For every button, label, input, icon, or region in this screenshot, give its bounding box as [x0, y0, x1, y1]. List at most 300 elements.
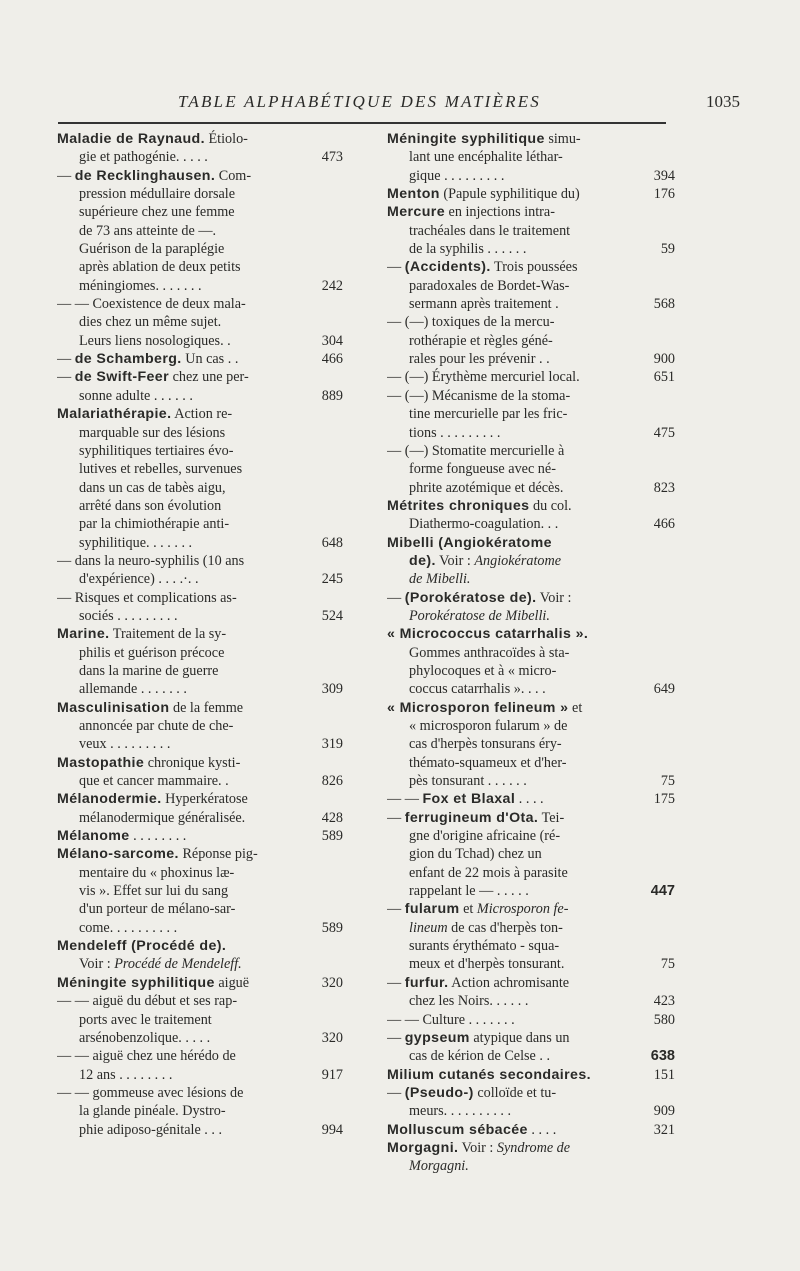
- entry-line: [57, 735, 295, 753]
- entry-line: [57, 313, 295, 331]
- entry-text: Étiolo-: [204, 131, 248, 147]
- entry-text: come. . . . . . . . . .: [79, 919, 178, 936]
- entry-text: — — Coexistence de deux mala-: [57, 296, 246, 313]
- entry-line: [57, 625, 295, 643]
- entry-line: [387, 699, 627, 717]
- entry-text: atypique dans un: [469, 1029, 570, 1046]
- entry-line: [387, 974, 627, 992]
- entry-text: tions . . . . . . . . .: [409, 424, 501, 441]
- entry-headword: Métrites chroniques: [387, 497, 530, 514]
- entry-page-ref: 580: [653, 1011, 675, 1028]
- entry-text: marquable sur des lésions: [79, 424, 226, 441]
- entry-line: [57, 350, 295, 368]
- entry-text: Porokératose de Mibelli.: [409, 607, 550, 624]
- entry-text: d'un porteur de mélano-sar-: [79, 901, 236, 918]
- entry-text: et: [568, 699, 583, 716]
- entry-line: [387, 552, 627, 570]
- entry-page-ref: 889: [321, 387, 343, 404]
- index-entry: [57, 295, 343, 350]
- entry-page-ref: 589: [321, 919, 343, 936]
- entry-text: thémato-squameux et d'her-: [409, 754, 567, 771]
- entry-text: . . . . . . . .: [129, 828, 187, 845]
- entry-line: [57, 955, 295, 973]
- entry-line: [57, 644, 295, 662]
- index-entry: [387, 387, 675, 442]
- entry-text: lant une encéphalite léthar-: [409, 149, 563, 166]
- entry-headword: ferrugineum d'Ota.: [404, 809, 539, 826]
- entry-text: —: [387, 901, 405, 918]
- entry-line: [57, 1102, 295, 1120]
- entry-line: [57, 460, 295, 478]
- entry-text: gique . . . . . . . . .: [409, 167, 505, 184]
- entry-text: rothérapie et règles géné-: [409, 332, 553, 349]
- entry-text: forme fongueuse avec né-: [409, 461, 556, 478]
- entry-headword: Mibelli (Angiokératome: [387, 534, 552, 551]
- entry-line: [57, 240, 295, 258]
- entry-line: [57, 607, 295, 625]
- index-column-left: [57, 130, 343, 1139]
- entry-line: [57, 699, 295, 717]
- entry-headword: (Accidents).: [404, 259, 491, 276]
- entry-line: [387, 1011, 627, 1029]
- entry-text: colloïde et tu-: [473, 1084, 557, 1101]
- entry-page-ref: 151: [653, 1066, 675, 1083]
- running-title: TABLE ALPHABÉTIQUE DES MATIÈRES: [178, 92, 541, 111]
- entry-text: mélanodermique généralisée.: [79, 809, 246, 826]
- index-entry: [57, 552, 343, 589]
- entry-line: [387, 790, 627, 808]
- entry-line: [57, 222, 295, 240]
- entry-line: [57, 772, 295, 790]
- entry-text: Morgagni.: [409, 1158, 469, 1175]
- index-entry: [387, 809, 675, 901]
- entry-line: [387, 735, 627, 753]
- entry-text: de 73 ans atteinte de —.: [79, 222, 217, 239]
- entry-line: [387, 570, 627, 588]
- entry-text: Réponse pig-: [178, 846, 258, 863]
- entry-text: — (—) Érythème mercuriel local.: [387, 369, 580, 386]
- index-entry: [387, 258, 675, 313]
- entry-text: . . . .: [515, 791, 544, 808]
- entry-text: annoncée par chute de che-: [79, 718, 234, 734]
- entry-text: — Risques et complications as-: [57, 589, 237, 606]
- index-entry: [57, 167, 343, 295]
- index-entry: [57, 130, 343, 167]
- entry-line: [387, 497, 627, 515]
- entry-line: [57, 332, 295, 350]
- entry-text: trachéales dans le traitement: [409, 222, 571, 239]
- entry-headword: de Swift-Feer: [74, 369, 170, 386]
- entry-page-ref: 175: [653, 791, 675, 808]
- entry-page-ref: 321: [653, 1121, 675, 1138]
- entry-page-ref: 823: [653, 479, 675, 496]
- entry-text: la glande pinéale. Dystro-: [79, 1103, 226, 1120]
- entry-text: chez une per-: [169, 369, 249, 386]
- entry-text: lutives et rebelles, survenues: [79, 461, 243, 478]
- entry-page-ref: 466: [653, 516, 675, 533]
- entry-text: de la femme: [169, 699, 244, 716]
- entry-headword: Menton: [387, 186, 440, 203]
- entry-page-ref: 638: [650, 1048, 675, 1065]
- entry-page-ref: 917: [321, 1066, 343, 1083]
- entry-page-ref: 473: [321, 149, 343, 166]
- entry-page-ref: 428: [321, 809, 343, 826]
- header-rule: [58, 122, 666, 124]
- entry-text: phie adiposo-génitale . . .: [79, 1121, 223, 1138]
- entry-line: [387, 442, 627, 460]
- entry-line: [387, 955, 627, 973]
- entry-text: Guérison de la paraplégie: [79, 241, 225, 258]
- entry-text: veux . . . . . . . . .: [79, 736, 171, 753]
- entry-headword: Mastopathie: [57, 754, 145, 771]
- entry-headword: Méningite syphilitique: [387, 131, 545, 147]
- entry-line: [387, 1139, 627, 1157]
- entry-page-ref: 245: [321, 571, 343, 588]
- index-entry: [57, 350, 343, 368]
- entry-headword: Mendeleff (Procédé de).: [57, 938, 227, 955]
- entry-text: Un cas . .: [181, 351, 239, 368]
- index-entry: [387, 1121, 675, 1139]
- entry-page-ref: 466: [321, 351, 343, 368]
- entry-text: Voir :: [458, 1139, 497, 1156]
- entry-line: [387, 350, 627, 368]
- entry-line: [387, 864, 627, 882]
- entry-page-ref: 994: [321, 1121, 343, 1138]
- entry-text: — —: [387, 791, 423, 808]
- entry-line: [387, 185, 627, 203]
- entry-line: [57, 864, 295, 882]
- entry-page-ref: 826: [321, 773, 343, 790]
- entry-text: « microsporon fularum » de: [409, 718, 568, 734]
- entry-line: [387, 203, 627, 221]
- entry-text: — (—) Mécanisme de la stoma-: [387, 387, 571, 404]
- entry-line: [387, 992, 627, 1010]
- entry-line: [387, 937, 627, 955]
- entry-text: 12 ans . . . . . . . .: [79, 1066, 173, 1083]
- entry-line: [57, 845, 295, 863]
- entry-text: —: [387, 589, 405, 606]
- entry-headword: de Recklinghausen.: [74, 167, 216, 184]
- entry-text: —: [387, 974, 405, 991]
- index-entry: [387, 1029, 675, 1066]
- entry-text: sermann après traitement .: [409, 296, 559, 313]
- entry-text: surants érythémato - squa-: [409, 938, 560, 955]
- entry-line: [57, 515, 295, 533]
- entry-line: [57, 368, 295, 386]
- index-entry: [57, 699, 343, 754]
- entry-page-ref: 909: [653, 1103, 675, 1120]
- entry-line: [387, 1084, 627, 1102]
- entry-text: Voir :: [435, 552, 475, 569]
- entry-line: [387, 515, 627, 533]
- entry-text: d'expérience) . . . .·. .: [79, 571, 199, 588]
- entry-line: [57, 148, 295, 166]
- entry-text: — dans la neuro-syphilis (10 ans: [57, 552, 245, 569]
- entry-text: Diathermo-coagulation. . .: [409, 516, 559, 533]
- entry-text: lineum: [409, 919, 448, 936]
- entry-line: [57, 534, 295, 552]
- entry-headword: gypseum: [404, 1029, 470, 1046]
- entry-text: gne d'origine africaine (ré-: [409, 828, 561, 845]
- entry-line: [57, 827, 295, 845]
- index-entry: [57, 1047, 343, 1084]
- entry-text: dies chez un même sujet.: [79, 314, 222, 331]
- entry-headword: « Micrococcus catarrhalis ».: [387, 626, 589, 643]
- entry-line: [387, 1066, 627, 1084]
- entry-text: chronique kysti-: [144, 754, 241, 771]
- index-entry: [387, 442, 675, 497]
- index-entry: [387, 790, 675, 808]
- entry-line: [387, 900, 627, 918]
- entry-headword: Méningite syphilitique: [57, 974, 215, 991]
- entry-text: enfant de 22 mois à parasite: [409, 864, 568, 881]
- index-entry: [57, 589, 343, 626]
- entry-headword: fularum: [404, 901, 460, 918]
- entry-line: [387, 368, 627, 386]
- entry-text: chez les Noirs. . . . . .: [409, 993, 529, 1010]
- entry-text: arsénobenzolique. . . . .: [79, 1029, 211, 1046]
- index-entry: [387, 497, 675, 534]
- entry-text: meurs. . . . . . . . . .: [409, 1103, 512, 1120]
- index-entry: [387, 1084, 675, 1121]
- entry-line: [387, 809, 627, 827]
- entry-text: Procédé de Mendeleff.: [114, 956, 242, 973]
- entry-page-ref: 242: [321, 277, 343, 294]
- index-entry: [387, 974, 675, 1011]
- entry-text: cas de kérion de Celse . .: [409, 1048, 551, 1065]
- page-number: 1035: [706, 92, 740, 111]
- entry-line: [57, 570, 295, 588]
- entry-line: [387, 479, 627, 497]
- index-entry: [57, 845, 343, 937]
- entry-text: que et cancer mammaire. .: [79, 773, 229, 790]
- entry-line: [57, 680, 295, 698]
- entry-page-ref: 651: [653, 369, 675, 386]
- entry-headword: (Porokératose de).: [404, 589, 537, 606]
- entry-text: —: [387, 1029, 405, 1046]
- entry-line: [57, 442, 295, 460]
- entry-text: —: [387, 259, 405, 276]
- entry-line: [57, 552, 295, 570]
- entry-text: meux et d'herpès tonsurant.: [409, 956, 565, 973]
- entry-line: [57, 130, 295, 148]
- entry-text: — (—) Stomatite mercurielle à: [387, 442, 565, 459]
- entry-page-ref: 649: [653, 681, 675, 698]
- index-entry: [57, 405, 343, 552]
- entry-headword: furfur.: [404, 974, 449, 991]
- entry-line: [57, 882, 295, 900]
- entry-text: Voir :: [536, 589, 572, 606]
- entry-line: [387, 332, 627, 350]
- entry-page-ref: 648: [321, 534, 343, 551]
- index-entry: [57, 754, 343, 791]
- entry-page-ref: 524: [321, 607, 343, 624]
- entry-line: [387, 845, 627, 863]
- index-entry: [57, 790, 343, 827]
- entry-line: [57, 919, 295, 937]
- index-entry: [57, 937, 343, 974]
- index-entry: [387, 203, 675, 258]
- index-entry: [387, 185, 675, 203]
- entry-page-ref: 900: [653, 351, 675, 368]
- index-entry: [57, 974, 343, 992]
- entry-text: simu-: [544, 131, 581, 147]
- entry-text: du col.: [529, 497, 572, 514]
- entry-text: Voir :: [79, 956, 115, 973]
- entry-line: [387, 534, 627, 552]
- entry-line: [387, 717, 627, 735]
- entry-page-ref: 320: [321, 1029, 343, 1046]
- entry-text: après ablation de deux petits: [79, 259, 241, 276]
- entry-text: cas d'herpès tonsurans éry-: [409, 736, 562, 753]
- entry-page-ref: 589: [321, 828, 343, 845]
- entry-page-ref: 394: [653, 167, 675, 184]
- entry-text: —: [57, 369, 75, 386]
- entry-line: [57, 974, 295, 992]
- index-entry: [387, 589, 675, 626]
- index-entry: [387, 130, 675, 185]
- entry-page-ref: 176: [653, 186, 675, 203]
- entry-text: Com-: [215, 167, 252, 184]
- entry-headword: de).: [409, 552, 436, 569]
- entry-line: [57, 167, 295, 185]
- entry-line: [57, 809, 295, 827]
- entry-line: [387, 1121, 627, 1139]
- entry-text: vis ». Effet sur lui du sang: [79, 883, 229, 900]
- entry-text: aiguë: [214, 974, 250, 991]
- entry-text: phrite azotémique et décès.: [409, 479, 564, 496]
- entry-text: gion du Tchad) chez un: [409, 846, 542, 863]
- entry-text: dans la marine de guerre: [79, 662, 219, 679]
- running-header: [60, 88, 740, 118]
- entry-line: [387, 424, 627, 442]
- index-entry: [387, 1066, 675, 1084]
- entry-line: [387, 130, 627, 148]
- entry-text: rappelant le — . . . . .: [409, 883, 529, 900]
- entry-line: [387, 1029, 627, 1047]
- entry-line: [57, 1011, 295, 1029]
- entry-line: [387, 919, 627, 937]
- entry-text: Gommes anthracoïdes à sta-: [409, 644, 570, 661]
- entry-text: par la chimiothérapie anti-: [79, 516, 230, 533]
- entry-line: [387, 460, 627, 478]
- entry-line: [387, 148, 627, 166]
- entry-text: pès tonsurant . . . . . .: [409, 773, 527, 790]
- entry-line: [57, 497, 295, 515]
- entry-page-ref: 475: [653, 424, 675, 441]
- entry-page-ref: 75: [660, 773, 675, 790]
- entry-headword: Marine.: [57, 626, 110, 643]
- entry-text: philis et guérison précoce: [79, 644, 225, 661]
- entry-line: [387, 662, 627, 680]
- entry-line: [57, 387, 295, 405]
- index-entry: [57, 827, 343, 845]
- entry-text: sonne adulte . . . . . .: [79, 387, 193, 404]
- entry-line: [387, 258, 627, 276]
- entry-text: Microsporon fe-: [476, 901, 569, 918]
- entry-line: [387, 754, 627, 772]
- entry-headword: Masculinisation: [57, 699, 170, 716]
- index-entry: [57, 992, 343, 1047]
- entry-headword: Mélanome: [57, 828, 130, 845]
- entry-line: [387, 387, 627, 405]
- entry-headword: Milium cutanés secondaires.: [387, 1066, 591, 1083]
- index-entry: [387, 313, 675, 368]
- entry-text: Angiokératome: [474, 552, 562, 569]
- entry-line: [57, 258, 295, 276]
- entry-text: — — Culture . . . . . . .: [387, 1011, 515, 1028]
- entry-text: coccus catarrhalis ». . . .: [409, 681, 546, 698]
- entry-headword: Mercure: [387, 204, 445, 221]
- entry-line: [57, 1121, 295, 1139]
- entry-headword: (Pseudo-): [404, 1084, 474, 1101]
- entry-page-ref: 320: [321, 974, 343, 991]
- entry-line: [387, 625, 627, 643]
- entry-text: — — aiguë chez une hérédo de: [57, 1048, 236, 1065]
- entry-text: méningiomes. . . . . . .: [79, 277, 202, 294]
- entry-line: [57, 589, 295, 607]
- entry-page-ref: 304: [321, 332, 343, 349]
- entry-text: de cas d'herpès ton-: [447, 919, 563, 936]
- entry-text: pression médullaire dorsale: [79, 186, 236, 203]
- entry-line: [387, 589, 627, 607]
- entry-line: [387, 772, 627, 790]
- entry-line: [57, 424, 295, 442]
- entry-headword: Maladie de Raynaud.: [57, 131, 205, 147]
- entry-line: [57, 662, 295, 680]
- entry-text: paradoxales de Bordet-Was-: [409, 277, 570, 294]
- entry-line: [387, 1102, 627, 1120]
- entry-text: — — aiguë du début et ses rap-: [57, 993, 238, 1010]
- entry-text: Action achromisante: [448, 974, 570, 991]
- index-entry: [387, 900, 675, 973]
- entry-text: dans un cas de tabès aigu,: [79, 479, 226, 496]
- entry-line: [57, 1029, 295, 1047]
- entry-text: Syndrome de: [496, 1139, 571, 1156]
- entry-line: [57, 717, 295, 735]
- entry-text: Leurs liens nosologiques. .: [79, 332, 231, 349]
- entry-page-ref: 447: [650, 883, 675, 900]
- entry-page-ref: 423: [653, 993, 675, 1010]
- entry-text: allemande . . . . . . .: [79, 681, 187, 698]
- entry-text: et: [459, 901, 477, 918]
- entry-line: [57, 1066, 295, 1084]
- entry-text: supérieure chez une femme: [79, 204, 235, 221]
- entry-headword: Molluscum sébacée: [387, 1121, 528, 1138]
- entry-text: de la syphilis . . . . . .: [409, 241, 527, 258]
- entry-text: . . . .: [527, 1121, 557, 1138]
- entry-text: —: [57, 351, 75, 368]
- entry-text: —: [387, 809, 405, 826]
- entry-line: [387, 680, 627, 698]
- entry-line: [387, 1047, 627, 1065]
- entry-text: en injections intra-: [445, 204, 555, 221]
- entry-text: —: [57, 167, 75, 184]
- entry-text: Trois poussées: [490, 259, 578, 276]
- entry-line: [57, 203, 295, 221]
- entry-headword: de Schamberg.: [74, 351, 182, 368]
- entry-line: [57, 900, 295, 918]
- entry-line: [57, 790, 295, 808]
- entry-text: Hyperkératose: [161, 791, 248, 808]
- entry-text: ports avec le traitement: [79, 1011, 212, 1028]
- entry-line: [57, 1047, 295, 1065]
- entry-line: [387, 240, 627, 258]
- entry-line: [57, 992, 295, 1010]
- entry-line: [57, 277, 295, 295]
- entry-text: — (—) toxiques de la mercu-: [387, 314, 555, 331]
- entry-line: [387, 295, 627, 313]
